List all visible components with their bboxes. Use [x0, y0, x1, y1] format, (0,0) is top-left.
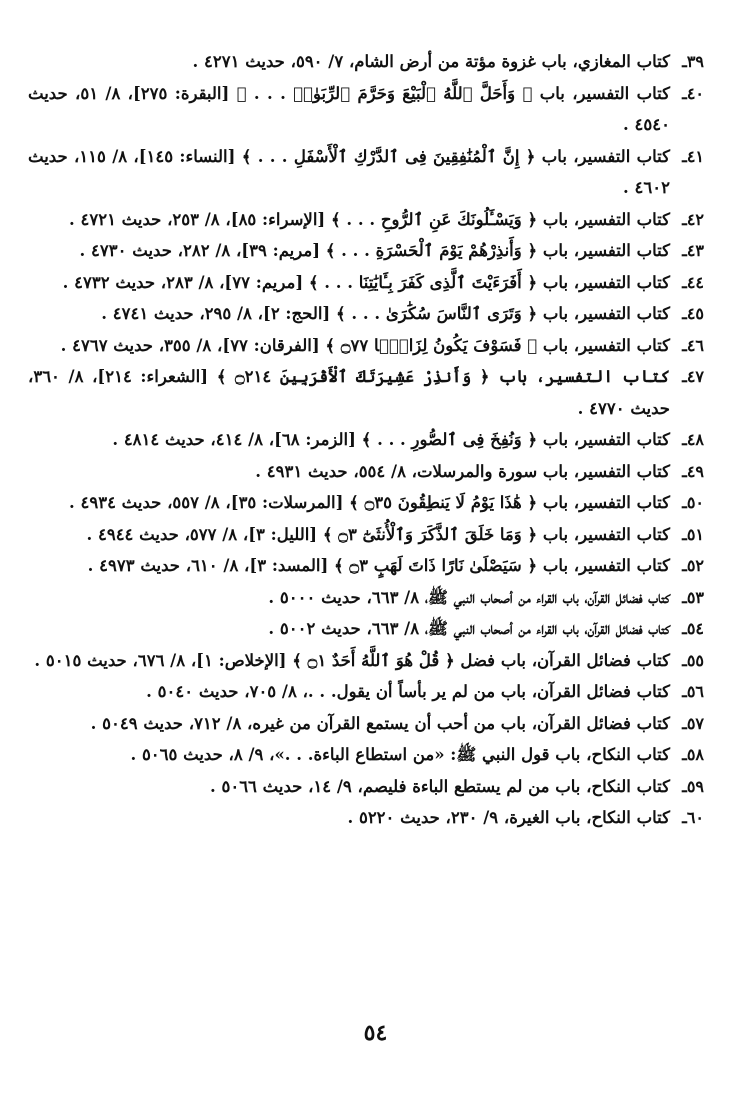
entry-text: كتاب التفسير، باب ﴿ فَسَوْفَ يَكُونُ لِزَامًۢا ۝٧٧ ﴾ [الفرقان: ٧٧]، ٨/ ٣٥٥، حديث ٤٧٦٧ .: [60, 335, 670, 355]
entry-text: كتاب التفسير، باب ﴿ وَمَا خَلَقَ ٱلذَّكَرَ وَٱلْأُنثَىٰٓ ۝٣ ﴾ [الليل: ٣]، ٨/ ٥٧٧، حديث ٤٩٤٤ .: [86, 524, 670, 544]
reference-entry: [28, 361, 704, 424]
entry-text: كتاب فضائل القرآن، باب القراء من أصحاب النبي ﷺ، ٨/ ٦٦٣، حديث ٥٠٠٢ .: [268, 619, 670, 638]
reference-entry: [28, 298, 704, 330]
page-number: ٥٤: [363, 1020, 388, 1046]
reference-entry: [28, 267, 704, 299]
entry-text: كتاب فضائل القرآن، باب من لم ير بأساً أن يقول. . .، ٨/ ٧٠٥، حديث ٥٠٤٠ .: [146, 682, 670, 701]
entry-number: ٤٣ـ: [682, 241, 704, 260]
reference-entry: [28, 204, 704, 236]
entry-text: كتاب فضائل القرآن، باب فضل ﴿ قُلْ هُوَ ٱللَّهُ أَحَدٌ ۝١ ﴾ [الإخلاص: ١]، ٨/ ٦٧٦، حديث ٥٠١٥ .: [34, 650, 670, 670]
entry-number: ٣٩ـ: [682, 52, 704, 71]
entry-text: كتاب التفسير، باب ﴿ وَأَنذِرْهُمْ يَوْمَ ٱلْحَسْرَةِ . . . ﴾ [مريم: ٣٩]، ٨/ ٢٨٢، حديث ٤٧٣٠ .: [79, 241, 670, 260]
reference-entry: [28, 582, 704, 614]
reference-entry: [28, 645, 704, 677]
entry-number: ٤٧ـ: [682, 367, 704, 386]
entry-text: كتاب التفسير، باب ﴿ وَأَحَلَّ ٱللَّهُ ٱلْبَيْعَ وَحَرَّمَ ٱلرِّبَوٰا۟ . . . ﴾ [البقرة: ٢٧٥]، ٨/ ٥١، حديث ٤٥٤٠ .: [28, 83, 670, 134]
entry-number: ٥١ـ: [682, 524, 704, 544]
entry-text: كتاب التفسير، باب سورة والمرسلات، ٨/ ٥٥٤، حديث ٤٩٣١ .: [255, 461, 670, 481]
entry-text: كتاب النكاح، باب من لم يستطع الباءة فليصم، ٩/ ١٤، حديث ٥٠٦٦ .: [209, 776, 670, 796]
entry-number: ٦٠ـ: [682, 808, 704, 827]
reference-entry: [28, 739, 704, 771]
reference-entry: [28, 771, 704, 803]
reference-entry: [28, 78, 704, 141]
entry-text: كتاب التفسير، باب ﴿ هَٰذَا يَوْمُ لَا يَنطِقُونَ ۝٣٥ ﴾ [المرسلات: ٣٥]، ٨/ ٥٥٧، حديث ٤٩٣٤ .: [68, 493, 670, 512]
entry-text: كتاب النكاح، باب قول النبي ﷺ: «من استطاع الباءة. . .»، ٩/ ٨، حديث ٥٠٦٥ .: [130, 745, 670, 764]
entry-number: ٤١ـ: [682, 146, 704, 166]
reference-entry: [28, 46, 704, 78]
entry-number: ٤٨ـ: [682, 430, 704, 449]
entry-number: ٥٣ـ: [682, 587, 704, 607]
entry-text: كتاب التفسير، باب ﴿ وَأَنذِرْ عَشِيرَتَكَ ٱلْأَقْرَبِينَ ۝٢١٤ ﴾ [الشعراء: ٢١٤]، ٨/ ٣٦٠، حديث ٤٧٧٠ .: [28, 367, 670, 418]
reference-entry: [28, 235, 704, 267]
entry-text: كتاب التفسير، باب ﴿ سَيَصْلَىٰ نَارًا ذَاتَ لَهَبٍ ۝٣ ﴾ [المسد: ٣]، ٨/ ٦١٠، حديث ٤٩٧٣ .: [87, 556, 670, 575]
entry-text: كتاب النكاح، باب الغيرة، ٩/ ٢٣٠، حديث ٥٢٢٠ .: [347, 808, 670, 827]
entry-number: ٤٥ـ: [682, 304, 704, 323]
reference-entry: [28, 330, 704, 362]
reference-entry: [28, 141, 704, 204]
entry-number: ٥٠ـ: [682, 493, 704, 512]
reference-entry: [28, 487, 704, 519]
entry-text: كتاب التفسير، باب ﴿ وَنُفِخَ فِى ٱلصُّورِ . . . ﴾ [الزمر: ٦٨]، ٨/ ٤١٤، حديث ٤٨١٤ .: [112, 430, 670, 449]
reference-entry: [28, 676, 704, 708]
reference-entry: [28, 708, 704, 740]
entry-number: ٥٥ـ: [682, 650, 704, 670]
entry-text: كتاب التفسير، باب ﴿ إِنَّ ٱلْمُنَٰفِقِينَ فِى ٱلدَّرْكِ ٱلْأَسْفَلِ . . . ﴾ [النساء: ١٤٥]، ٨/ ١١٥، حديث ٤٦٠٢ .: [28, 146, 670, 197]
entry-text: كتاب فضائل القرآن، باب من أحب أن يستمع القرآن من غيره، ٨/ ٧١٢، حديث ٥٠٤٩ .: [90, 713, 670, 733]
reference-entry: [28, 613, 704, 645]
entry-number: ٥٧ـ: [682, 713, 704, 733]
reference-entry: [28, 519, 704, 551]
entry-number: ٤٢ـ: [682, 209, 704, 229]
entry-number: ٥٩ـ: [682, 776, 704, 796]
reference-entry: [28, 550, 704, 582]
reference-entry: [28, 456, 704, 488]
entry-text: كتاب التفسير، باب ﴿ وَيَسْـَٔلُونَكَ عَنِ ٱلرُّوحِ . . . ﴾ [الإسراء: ٨٥]، ٨/ ٢٥٣، حديث ٤٧٢١ .: [68, 209, 670, 229]
entry-number: ٥٨ـ: [682, 745, 704, 764]
hadith-reference-list: [28, 46, 704, 834]
entry-text: كتاب المغازي، باب غزوة مؤتة من أرض الشام، ٧/ ٥٩٠، حديث ٤٢٧١ .: [192, 52, 670, 71]
entry-number: ٥٤ـ: [682, 619, 704, 638]
entry-text: كتاب التفسير، باب ﴿ وَتَرَى ٱلنَّاسَ سُكَٰرَىٰ . . . ﴾ [الحج: ٢]، ٨/ ٢٩٥، حديث ٤٧٤١ .: [101, 304, 670, 323]
reference-entry: [28, 424, 704, 456]
entry-text: كتاب التفسير، باب ﴿ أَفَرَءَيْتَ ٱلَّذِى كَفَرَ بِـَٔايَٰتِنَا . . . ﴾ [مريم: ٧٧]، ٨/ ٢٨٣، حديث ٤٧٣٢ .: [62, 272, 670, 292]
entry-number: ٤٩ـ: [682, 461, 704, 481]
reference-entry: [28, 802, 704, 834]
entry-number: ٥٢ـ: [682, 556, 704, 575]
entry-number: ٤٦ـ: [682, 335, 704, 355]
entry-number: ٤٤ـ: [682, 272, 704, 292]
entry-number: ٥٦ـ: [682, 682, 704, 701]
entry-text: كتاب فضائل القرآن، باب القراء من أصحاب النبي ﷺ، ٨/ ٦٦٣، حديث ٥٠٠٠ .: [268, 587, 670, 607]
entry-number: ٤٠ـ: [682, 83, 704, 103]
